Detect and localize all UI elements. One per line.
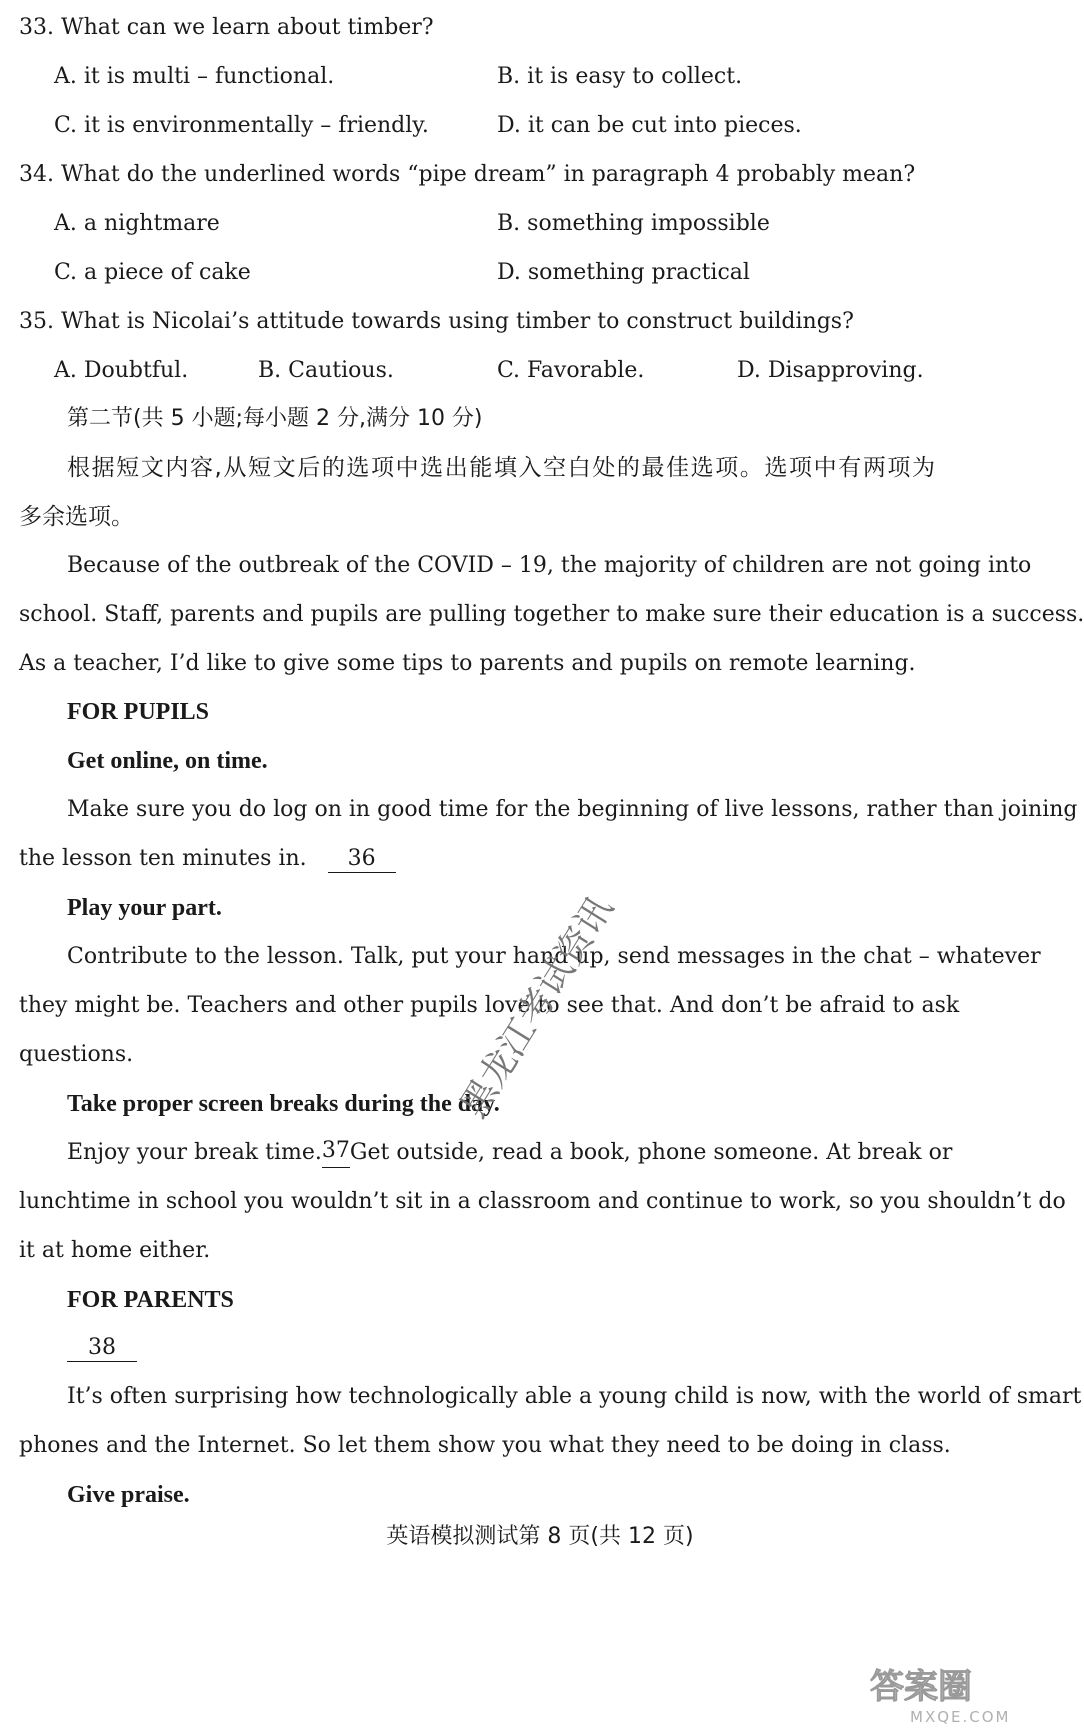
section-2-instruction-line-2: 多余选项。 (19, 504, 134, 530)
for-parents-heading: FOR PARENTS (67, 1287, 234, 1313)
watermark-text: 黑龙江考试资讯 (452, 889, 622, 1125)
screen-breaks-line-2: lunchtime in school you wouldn’t sit in a classroom and continue to work, so you shouldn’t do (19, 1189, 1066, 1214)
site-logo (850, 1658, 1080, 1728)
question-35-stem: 35. What is Nicolai’s attitude towards using timber to construct buildings? (19, 309, 854, 334)
for-pupils-heading: FOR PUPILS (67, 699, 210, 725)
play-your-part-line-3: questions. (19, 1042, 134, 1067)
logo-url: MXQE.COM (910, 1708, 1011, 1726)
question-33-stem: 33. What can we learn about timber? (19, 15, 434, 40)
question-33-option-c: C. it is environmentally – friendly. (54, 113, 429, 138)
screen-breaks-heading: Take proper screen breaks during the day. (67, 1091, 500, 1117)
screen-breaks-line-1 (67, 1138, 953, 1168)
blank-38[interactable]: 38 (67, 1335, 137, 1362)
question-33-option-d: D. it can be cut into pieces. (497, 113, 802, 138)
question-34-option-d: D. something practical (497, 260, 750, 285)
get-online-line-2 (19, 844, 396, 874)
page-footer: 英语模拟测试第 8 页(共 12 页) (386, 1524, 694, 1549)
passage-intro-line-2: school. Staff, parents and pupils are pulling together to make sure their education is a success. (19, 602, 1084, 627)
play-your-part-heading: Play your part. (67, 895, 222, 921)
question-34-option-b: B. something impossible (497, 211, 770, 236)
play-your-part-line-2: they might be. Teachers and other pupils love to see that. And don’t be afraid to ask (19, 993, 960, 1018)
screen-breaks-line-3: it at home either. (19, 1238, 211, 1263)
parents-line-2: phones and the Internet. So let them show you what they need to be doing in class. (19, 1433, 951, 1458)
section-2-instruction-line-1: 根据短文内容,从短文后的选项中选出能填入空白处的最佳选项。选项中有两项为 (67, 455, 935, 481)
question-34-option-c: C. a piece of cake (54, 260, 251, 285)
question-33-option-a: A. it is multi – functional. (54, 64, 335, 89)
play-your-part-line-1: Contribute to the lesson. Talk, put your hand up, send messages in the chat – whatever (67, 944, 1041, 969)
parents-line-1: It’s often surprising how technologically able a young child is now, with the world of smart (67, 1384, 1082, 1409)
question-35-option-a: A. Doubtful. (54, 358, 189, 383)
question-35-option-b: B. Cautious. (258, 358, 394, 383)
question-33-option-b: B. it is easy to collect. (497, 64, 743, 89)
question-34-option-a: A. a nightmare (54, 211, 220, 236)
get-online-line-2-text: the lesson ten minutes in. (19, 846, 307, 871)
section-2-heading: 第二节(共 5 小题;每小题 2 分,满分 10 分) (67, 406, 483, 431)
question-34-stem: 34. What do the underlined words “pipe dream” in paragraph 4 probably mean? (19, 162, 916, 187)
screen-breaks-line-1-a: Enjoy your break time. (67, 1140, 322, 1165)
question-35-option-c: C. Favorable. (497, 358, 645, 383)
passage-intro-line-1: Because of the outbreak of the COVID – 19, the majority of children are not going into (67, 553, 1032, 578)
give-praise-heading: Give praise. (67, 1482, 190, 1508)
blank-38-line (67, 1333, 137, 1363)
get-online-heading: Get online, on time. (67, 748, 268, 774)
screen-breaks-line-1-b: Get outside, read a book, phone someone. At break or (349, 1140, 953, 1165)
blank-37[interactable]: 37 (322, 1138, 350, 1168)
passage-intro-line-3: As a teacher, I’d like to give some tips to parents and pupils on remote learning. (19, 651, 916, 676)
blank-36[interactable]: 36 (328, 846, 396, 873)
logo-text: 答案圈 (870, 1667, 972, 1707)
question-35-option-d: D. Disapproving. (737, 358, 924, 383)
get-online-line-1: Make sure you do log on in good time for the beginning of live lessons, rather than joining (67, 797, 1078, 822)
